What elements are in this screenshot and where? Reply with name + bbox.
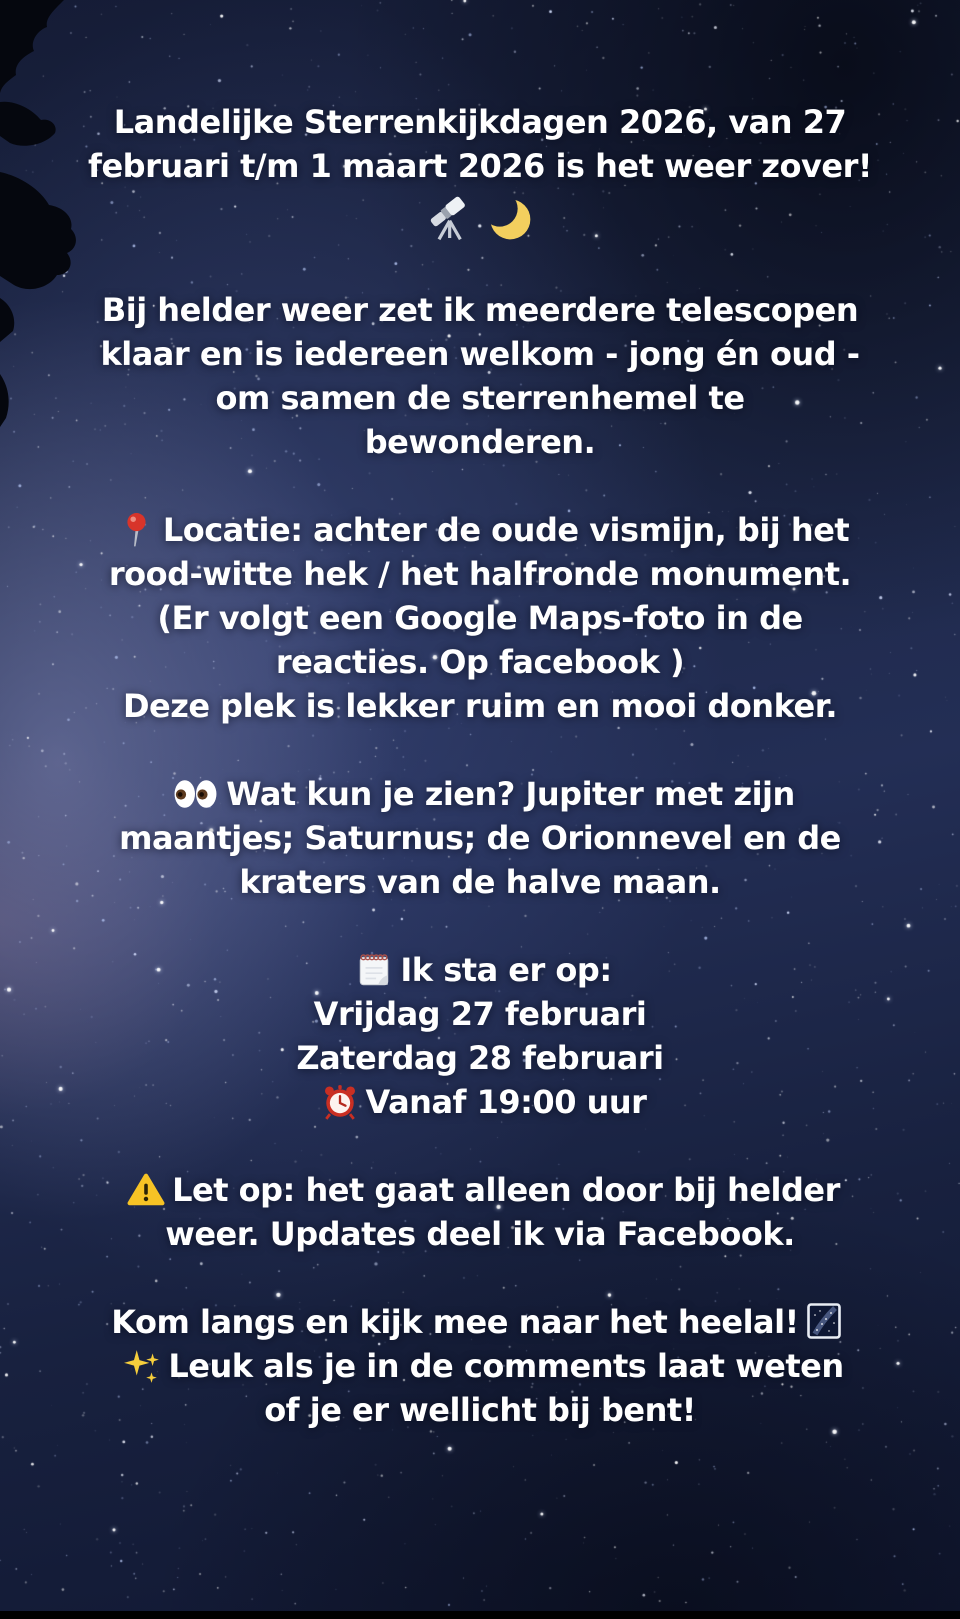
text-segment: Leuk als je in de comments laat weten xyxy=(168,1347,844,1385)
text-segment: reacties. Op facebook ) xyxy=(275,643,685,681)
text-segment: Kom langs en kijk mee naar het heelal! xyxy=(111,1303,799,1341)
text-segment: om samen de sterrenhemel te xyxy=(215,379,745,417)
text-segment: Let op: het gaat alleen door bij helder xyxy=(172,1171,840,1209)
text-line xyxy=(26,420,934,464)
text-line xyxy=(26,188,934,244)
text-line xyxy=(26,816,934,860)
text-segment: Zaterdag 28 februari xyxy=(296,1039,664,1077)
paragraph-what-to-see xyxy=(26,772,934,904)
text-segment: kraters van de halve maan. xyxy=(239,863,721,901)
text-line xyxy=(26,288,934,332)
text-segment: Ik sta er op: xyxy=(400,951,612,989)
text-line xyxy=(26,640,934,684)
text-line xyxy=(26,1388,934,1432)
text-segment: februari t/m 1 maart 2026 is het weer zover! xyxy=(88,147,872,185)
text-segment: Bij helder weer zet ik meerdere telescopen xyxy=(101,291,859,329)
text-line xyxy=(26,860,934,904)
warning-icon xyxy=(127,1171,165,1209)
text-segment: Wat kun je zien? Jupiter met zijn xyxy=(226,775,795,813)
crescent-moon-icon xyxy=(485,194,533,242)
sparkles-icon xyxy=(123,1347,161,1385)
paragraph-call-to-action xyxy=(26,1300,934,1432)
paragraph-title xyxy=(26,100,934,244)
paragraph-schedule xyxy=(26,948,934,1124)
text-segment: rood-witte hek / het halfronde monument. xyxy=(108,555,852,593)
text-segment: bewonderen. xyxy=(364,423,596,461)
text-segment: (Er volgt een Google Maps-foto in de xyxy=(157,599,803,637)
text-segment: Vanaf 19:00 uur xyxy=(365,1083,647,1121)
text-line xyxy=(26,1080,934,1124)
text-line xyxy=(26,376,934,420)
eyes-icon xyxy=(172,775,219,813)
bottom-black-bar xyxy=(0,1611,960,1619)
text-segment: of je er wellicht bij bent! xyxy=(264,1391,696,1429)
text-line xyxy=(26,332,934,376)
text-segment: Landelijke Sterrenkijkdagen 2026, van 27 xyxy=(113,103,847,141)
paragraph-location xyxy=(26,508,934,728)
text-line xyxy=(26,948,934,992)
text-line xyxy=(26,772,934,816)
text-line xyxy=(26,1036,934,1080)
text-line xyxy=(26,684,934,728)
text-segment: maantjes; Saturnus; de Orionnevel en de xyxy=(119,819,841,857)
text-segment: Vrijdag 27 februari xyxy=(313,995,647,1033)
spiral-notepad-icon xyxy=(355,951,393,989)
text-line xyxy=(26,992,934,1036)
text-line xyxy=(26,508,934,552)
alarm-clock-icon xyxy=(321,1083,359,1121)
text-line xyxy=(26,596,934,640)
milky-way-icon xyxy=(806,1302,842,1340)
text-line xyxy=(26,552,934,596)
paragraph-weather-warning xyxy=(26,1168,934,1256)
text-line xyxy=(26,1300,934,1344)
text-segment: weer. Updates deel ik via Facebook. xyxy=(165,1215,795,1253)
text-line xyxy=(26,1212,934,1256)
text-segment: Deze plek is lekker ruim en mooi donker. xyxy=(122,687,838,725)
text-segment: Locatie: achter de oude vismijn, bij het xyxy=(162,511,850,549)
text-line xyxy=(26,144,934,188)
telescope-icon xyxy=(427,194,475,242)
text-line xyxy=(26,1168,934,1212)
round-pushpin-icon xyxy=(118,511,156,549)
paragraph-intro xyxy=(26,288,934,464)
text-segment: klaar en is iedereen welkom - jong én oud - xyxy=(100,335,860,373)
text-line xyxy=(26,100,934,144)
text-line xyxy=(26,1344,934,1388)
